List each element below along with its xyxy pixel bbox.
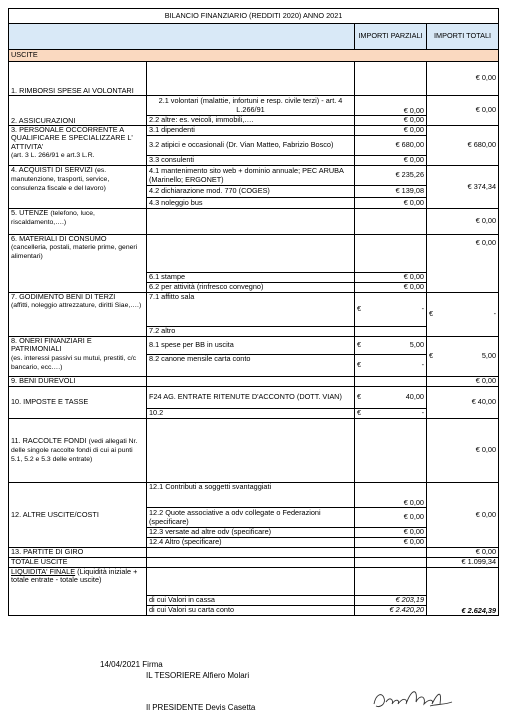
row-2-label: 2. ASSICURAZIONI [9,96,147,126]
row-6-total: € 0,00 [427,235,499,293]
row-6-1-value: € 0,00 [355,273,427,283]
row-4-1-value: € 235,26 [355,166,427,186]
liquidita-cassa-label: di cui Valori in cassa [147,596,355,606]
row-4-label: 4. ACQUISTI DI SERVIZI (es. manutenzione, trasporti, service, consulenza fiscale e del lavoro) [9,166,147,209]
row-13-label: 13. PARTITE DI GIRO [9,548,147,558]
row-8-1-value: € 5,00 [355,337,427,355]
row-4-1-label: 4.1 mantenimento sito web + dominio annuale; PEC ARUBA (Marinello; ERGONET) [147,166,355,186]
header-parziali: IMPORTI PARZIALI [355,24,427,50]
liquidita-total: € 2.624,39 [427,568,499,616]
row-1-total: € 0,00 [427,62,499,96]
row-3-1-label: 3.1 dipendenti [147,126,355,136]
footer-date-line [100,660,163,670]
row-10-label: 10. IMPOSTE E TASSE [9,387,147,419]
row-4-total: € 374,34 [427,166,499,209]
row-3-3-label: 3.3 consulenti [147,156,355,166]
row-12-4-label: 12.4 Altro (specificare) [147,538,355,548]
row-10-2-label: 10.2 [147,409,355,419]
liquidita-carta-value: € 2.420,20 [355,606,427,616]
row-6-2-label: 6.2 per attività (rinfresco convegno) [147,283,355,293]
row-9-total: € 0,00 [427,377,499,387]
row-4-3-value: € 0,00 [355,198,427,209]
header-totali: IMPORTI TOTALI [427,24,499,50]
row-9-label: 9. BENI DUREVOLI [9,377,147,387]
row-6-1-label: 6.1 stampe [147,273,355,283]
row-1-label: 1. RIMBORSI SPESE AI VOLONTARI [9,62,147,96]
row-12-3-value: € 0,00 [355,528,427,538]
liquidita-label: LIQUIDITA' FINALE (Liquidità iniziale + totale entrate - totale uscite) [9,568,147,616]
row-2-1-value: € 0,00 [355,96,427,116]
footer-firma: Firma [142,660,163,669]
row-7-1-label: 7.1 affitto sala [147,293,355,327]
row-3-label: 3. PERSONALE OCCORRENTE A QUALIFICARE E SPECIALIZZARE L' ATTIVITA' (art. 3 L. 266/91 e art.3 L.R. [9,126,147,166]
row-4-2-label: 4.2 dichiarazione mod. 770 (COGES) [147,186,355,198]
total-uscite-value: € 1.099,34 [427,558,499,568]
row-4-2-value: € 139,08 [355,186,427,198]
total-uscite-label: TOTALE USCITE [9,558,147,568]
row-3-1-value: € 0,00 [355,126,427,136]
row-7-total: € - [427,293,499,337]
footer-date: 14/04/2021 [100,660,141,669]
row-12-4-value: € 0,00 [355,538,427,548]
row-11-total: € 0,00 [427,419,499,483]
liquidita-carta-label: di cui Valori su carta conto [147,606,355,616]
document-title: BILANCIO FINANZIARIO (REDDITI 2020) ANNO 2021 [9,9,499,24]
row-2-1-label: 2.1 volontari (malattie, infortuni e resp. civile terzi) - art. 4 L.266/91 [147,96,355,116]
row-12-3-label: 12.3 versate ad altre odv (specificare) [147,528,355,538]
row-12-2-value: € 0,00 [355,508,427,528]
row-12-1-value: € 0,00 [355,483,427,508]
row-10-total: € 40,00 [427,387,499,419]
row-12-1-label: 12.1 Contributi a soggetti svantaggiati [147,483,355,508]
row-10-1-label: F24 AG. ENTRATE RITENUTE D'ACCONTO (DOTT. VIAN) [147,387,355,409]
row-3-3-value: € 0,00 [355,156,427,166]
row-13-total: € 0,00 [427,548,499,558]
footer-tesoriere: IL TESORIERE Alfiero Molari [146,671,250,680]
row-12-label: 12. ALTRE USCITE/COSTI [9,483,147,548]
budget-table [8,8,499,616]
row-5-label: 5. UTENZE (telefono, luce, riscaldamento,….) [9,209,147,235]
signature-image [370,684,460,714]
row-3-2-label: 3.2 atipici e occasionali (Dr. Vian Matteo, Fabrizio Bosco) [147,136,355,156]
row-12-2-label: 12.2 Quote associative a odv collegate o Federazioni (specificare) [147,508,355,528]
row-2-total: € 0,00 [427,96,499,126]
row-6-2-value: € 0,00 [355,283,427,293]
row-6-label: 6. MATERIALI DI CONSUMO (cancelleria, postali, materie prime, generi alimentari) [9,235,147,293]
row-12-total: € 0,00 [427,483,499,548]
row-2-2-label: 2.2 altre: es. veicoli, immobili,…. [147,116,355,126]
row-8-2-value: € - [355,355,427,377]
row-7-1-value: € - [355,293,427,327]
row-5-total: € 0,00 [427,209,499,235]
row-7-2-label: 7.2 altro [147,327,355,337]
row-3-total: € 680,00 [427,126,499,166]
footer-presidente: Il PRESIDENTE Devis Casetta [146,703,256,712]
row-10-2-value: € - [355,409,427,419]
liquidita-cassa-value: € 203,19 [355,596,427,606]
row-8-2-label: 8.2 canone mensile carta conto [147,355,355,377]
row-8-1-label: 8.1 spese per BB in uscita [147,337,355,355]
row-3-2-value: € 680,00 [355,136,427,156]
row-11-label: 11. RACCOLTE FONDI (vedi allegati Nr. delle singole raccolte fondi di cui ai punti 5.1, 5.2 e 5.3 delle entrate) [9,419,147,483]
section-uscite: USCITE [9,50,499,62]
row-4-3-label: 4.3 noleggio bus [147,198,355,209]
row-10-1-value: € 40,00 [355,387,427,409]
row-8-total: € 5,00 [427,337,499,377]
row-2-2-value: € 0,00 [355,116,427,126]
row-8-label: 8. ONERI FINANZIARI E PATRIMONIALI (es. interessi passivi su mutui, prestiti, c/c bancario, ecc….) [9,337,147,377]
row-7-label: 7. GODIMENTO BENI DI TERZI (affitti, noleggio attrezzature, diritti Siae,….) [9,293,147,337]
